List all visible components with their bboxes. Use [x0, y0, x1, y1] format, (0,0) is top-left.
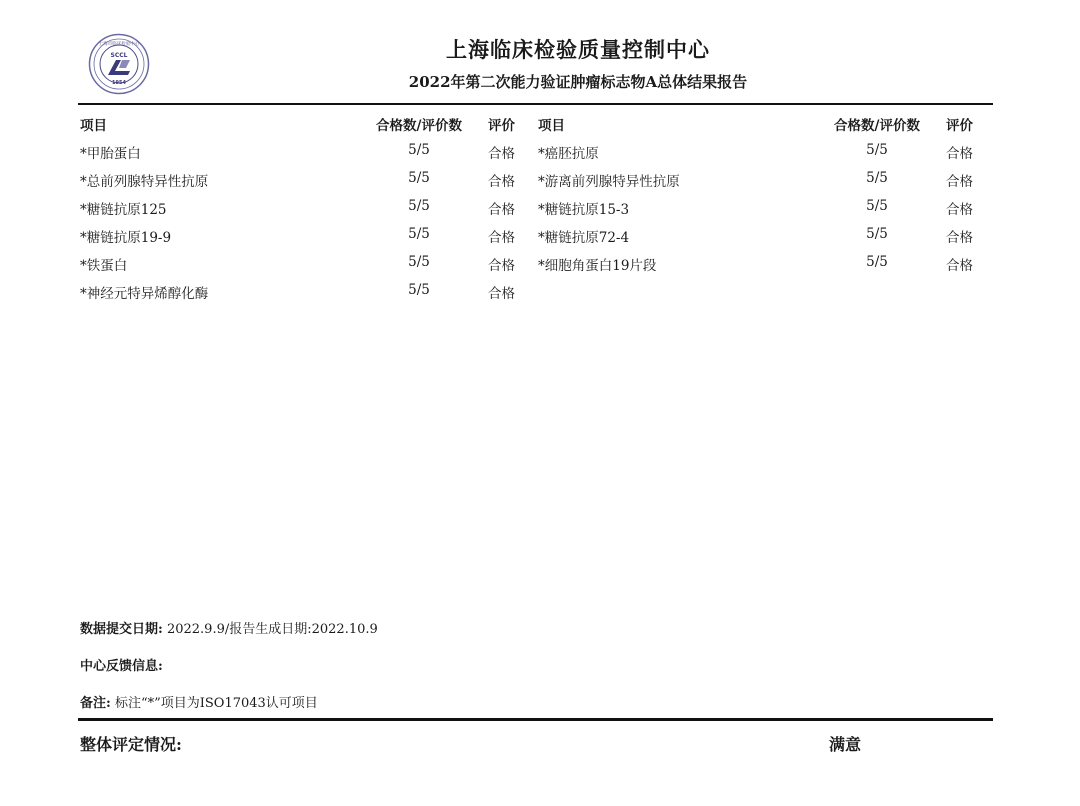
item-count: 5/5 — [866, 254, 888, 270]
item-count: 5/5 — [408, 226, 430, 242]
column-header-count: 合格数/评价数 — [376, 118, 462, 134]
item-name: *糖链抗原125 — [80, 202, 167, 218]
item-count: 5/5 — [408, 170, 430, 186]
remarks — [80, 692, 318, 711]
item-count: 5/5 — [408, 254, 430, 270]
report-subtitle: 2022年第二次能力验证肿瘤标志物A总体结果报告 — [408, 73, 748, 91]
table-row — [80, 254, 526, 282]
item-count: 5/5 — [866, 142, 888, 158]
item-eval: 合格 — [488, 286, 515, 302]
feedback-label: 中心反馈信息: — [80, 659, 163, 674]
table-row — [538, 226, 984, 254]
logo-center-text: SCCL — [110, 52, 128, 59]
note-value: 标注“*”项目为ISO17043认可项目 — [114, 696, 318, 711]
header-divider — [78, 103, 993, 105]
table-row — [80, 170, 526, 198]
item-name: *糖链抗原15-3 — [538, 202, 630, 218]
footer-divider — [78, 718, 993, 721]
overall-assessment-value: 满意 — [829, 735, 862, 754]
item-count: 5/5 — [408, 142, 430, 158]
table-header — [538, 114, 984, 142]
item-eval: 合格 — [488, 174, 515, 190]
table-row — [538, 170, 984, 198]
item-eval: 合格 — [946, 230, 973, 246]
item-name: *癌胚抗原 — [538, 146, 599, 162]
table-row — [80, 142, 526, 170]
table-row — [80, 226, 526, 254]
report-title: 上海临床检验质量控制中心 — [446, 37, 710, 62]
dates-label: 数据提交日期: — [80, 622, 163, 637]
item-name: *游离前列腺特异性抗原 — [538, 174, 680, 190]
item-count: 5/5 — [408, 198, 430, 214]
item-eval: 合格 — [488, 258, 515, 274]
item-name: *铁蛋白 — [80, 258, 128, 274]
overall-assessment-label: 整体评定情况: — [80, 735, 182, 754]
item-eval: 合格 — [946, 146, 973, 162]
logo-top-text: 上海市临床检验中心 — [98, 42, 140, 47]
item-eval: 合格 — [488, 146, 515, 162]
item-count: 5/5 — [866, 170, 888, 186]
note-label: 备注: — [80, 696, 111, 711]
item-eval: 合格 — [488, 230, 515, 246]
column-header-item: 项目 — [538, 118, 565, 134]
item-name: *细胞角蛋白19片段 — [538, 258, 657, 274]
table-row — [538, 198, 984, 226]
table-row — [538, 254, 984, 282]
item-eval: 合格 — [946, 174, 973, 190]
item-count: 5/5 — [408, 282, 430, 298]
item-count: 5/5 — [866, 226, 888, 242]
column-header-eval: 评价 — [946, 118, 973, 134]
table-row — [80, 282, 526, 310]
item-eval: 合格 — [946, 202, 973, 218]
dates-value: 2022.9.9/报告生成日期:2022.10.9 — [166, 622, 378, 637]
center-feedback — [80, 655, 163, 674]
results-table-left — [80, 114, 526, 310]
column-header-eval: 评价 — [488, 118, 515, 134]
submission-dates — [80, 618, 378, 637]
results-table-right — [538, 114, 984, 282]
table-row — [80, 198, 526, 226]
column-header-item: 项目 — [80, 118, 107, 134]
table-row — [538, 142, 984, 170]
item-eval: 合格 — [488, 202, 515, 218]
item-name: *神经元特异烯醇化酶 — [80, 286, 209, 302]
item-name: *糖链抗原19-9 — [80, 230, 172, 246]
item-name: *总前列腺特异性抗原 — [80, 174, 209, 190]
item-eval: 合格 — [946, 258, 973, 274]
column-header-count: 合格数/评价数 — [834, 118, 920, 134]
table-header — [80, 114, 526, 142]
item-name: *甲胎蛋白 — [80, 146, 141, 162]
logo-year-text: 1954 — [112, 80, 126, 86]
item-count: 5/5 — [866, 198, 888, 214]
item-name: *糖链抗原72-4 — [538, 230, 630, 246]
